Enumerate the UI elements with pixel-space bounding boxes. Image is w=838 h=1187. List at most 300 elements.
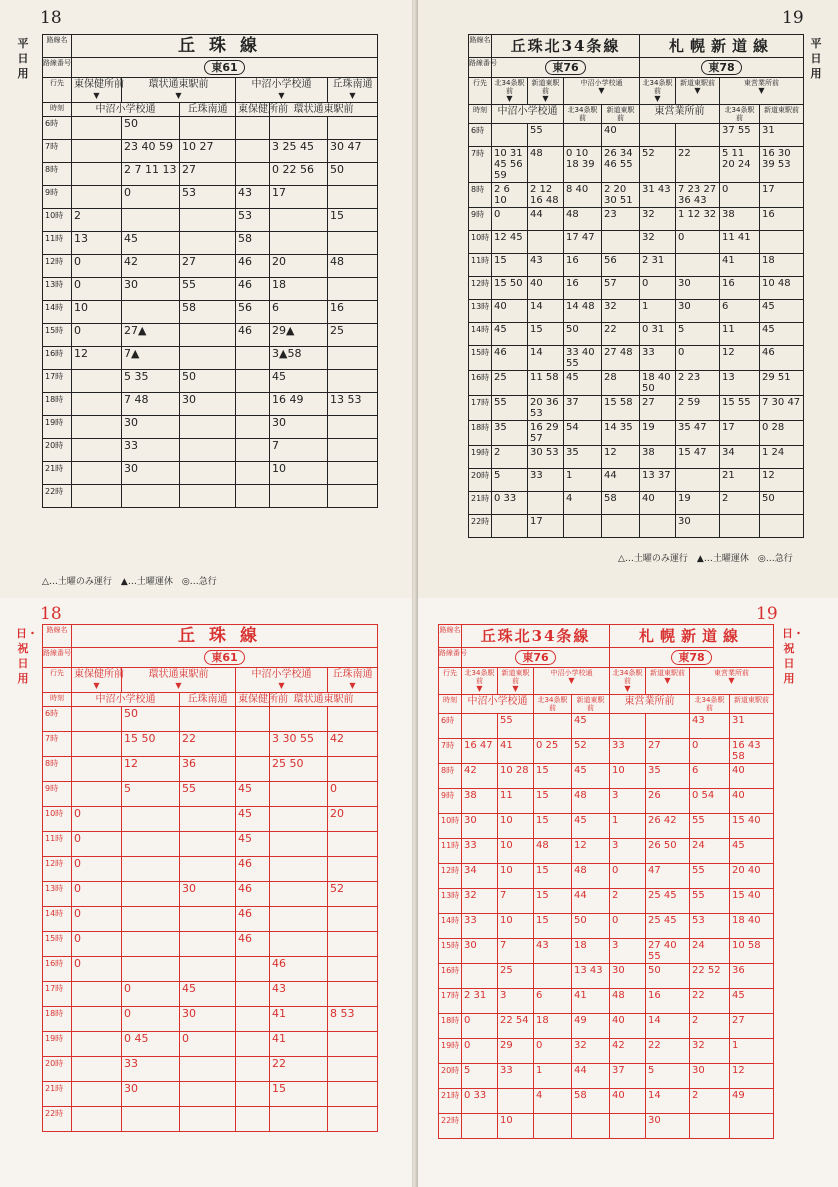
time-cell: 44 [571,1064,609,1088]
table-row [43,1056,377,1081]
table-row [43,139,377,162]
time-cell: 29 51 [759,371,803,395]
time-cell [269,117,327,139]
time-cell: 0 [675,346,719,370]
time-cell: 18 [571,939,609,963]
time-cell: 14 [527,300,563,322]
time-cell: 13 [719,371,759,395]
time-cell [235,393,269,415]
time-cell [179,416,235,438]
time-cell [235,1082,269,1106]
time-cell: 0 [71,255,121,277]
time-cell: 27 [179,255,235,277]
time-cell: 40 [527,277,563,299]
time-cell [71,1007,121,1031]
direction-top [527,78,563,104]
time-cell: 16 [645,989,689,1013]
page-weekday-18 [0,0,412,598]
table-row [469,322,803,345]
time-cell: 19 [675,492,719,514]
table-row [439,788,773,813]
time-cell [235,757,269,781]
time-cell: 13 43 [571,964,609,988]
time-cell [179,324,235,346]
hour-cell: 19時 [45,1034,64,1043]
time-cell: 15 [533,789,571,813]
table-row [439,1038,773,1063]
table-row [43,231,377,254]
time-cell: 15 [491,254,527,276]
time-cell [269,907,327,931]
time-cell [269,882,327,906]
time-cell [327,982,377,1006]
time-cell: 15 50 [121,732,179,756]
time-cell: 0 [639,277,675,299]
time-cell: 50 [563,323,601,345]
time-cell [121,301,179,323]
time-cell: 46 [235,278,269,300]
time-cell: 50 [571,914,609,938]
table-row [469,491,803,514]
table-row [43,185,377,208]
time-cell: 45 [759,300,803,322]
time-cell: 45 [571,814,609,838]
time-cell [235,732,269,756]
direction-top [235,668,327,692]
time-cell: 26 34 46 55 [601,147,639,182]
time-cell [327,370,377,392]
time-cell: 2 20 30 51 [601,183,639,207]
time-cell [235,347,269,369]
time-cell [269,485,327,507]
direction-arrow-icon: ▼ [175,91,182,100]
time-cell: 55 [491,396,527,420]
time-cell: 50 [645,964,689,988]
time-cell: 45 [563,371,601,395]
time-cell: 0 33 [461,1089,497,1113]
time-cell [571,1114,609,1138]
direction-bottom: 新道東駅前 [759,105,803,123]
time-cell: 46 [235,857,269,881]
time-cell: 32 [639,208,675,230]
time-cell: 20 40 [729,864,773,888]
time-cell [675,254,719,276]
time-cell: 46 [235,255,269,277]
time-cell: 36 [179,757,235,781]
direction-bottom: 北34条駅前 [689,695,729,713]
time-cell: 22 52 [689,964,729,988]
time-cell: 16 [759,208,803,230]
time-cell: 30 [675,277,719,299]
time-cell: 26 50 [645,839,689,863]
table-row [439,1088,773,1113]
time-cell [179,807,235,831]
direction-top-name: 環状通東駅前 [148,669,209,680]
time-cell: 11 41 [719,231,759,253]
direction-bottom: 東営業所前 [639,105,719,123]
time-cell: 40 [601,124,639,146]
hour-cell: 14時 [471,325,490,334]
time-cell [601,515,639,537]
time-cell: 11 [719,323,759,345]
time-cell: 16 29 57 [527,421,563,445]
hour-cell: 11時 [471,256,490,265]
time-cell [269,232,327,254]
time-cell: 22 [645,1039,689,1063]
time-cell: 6 [533,989,571,1013]
direction-top-row [439,667,773,694]
time-cell: 10 31 45 56 59 [491,147,527,182]
time-cell: 2 [609,889,645,913]
route-badge-b: 東78 [671,650,711,665]
header-row [469,35,803,57]
table-row [469,345,803,370]
table-row [43,906,377,931]
time-cell [689,1114,729,1138]
time-cell [121,857,179,881]
time-cell: 16 49 [269,393,327,415]
time-cell: 4 [563,492,601,514]
table-row [469,123,803,146]
time-cell: 18 40 [729,914,773,938]
route-number-label: 路線番号 [439,649,467,657]
time-cell [71,782,121,806]
table-row [43,1031,377,1056]
line-name-b: 札幌新道線 [639,35,803,57]
time-cell [71,1107,121,1131]
time-cell: 17 [759,183,803,207]
time-cell [71,393,121,415]
hour-cell: 17時 [45,984,64,993]
table-row [43,461,377,484]
time-cell [71,462,121,484]
time-cell: 0 [689,739,729,763]
route-badge-b: 東78 [701,60,741,75]
time-cell: 44 [571,889,609,913]
time-cell: 42 [121,255,179,277]
time-cell: 25 [327,324,377,346]
time-cell: 10 [497,814,533,838]
time-cell [235,1007,269,1031]
time-cell: 25 45 [645,889,689,913]
time-cell: 38 [719,208,759,230]
table-row [43,116,377,139]
direction-top [121,78,235,102]
route-cell-a [491,58,639,77]
time-cell: 0 [121,982,179,1006]
time-cell: 30 [121,278,179,300]
time-cell: 34 [719,446,759,468]
hour-cell: 19時 [441,1041,460,1050]
time-cell: 41 [497,739,533,763]
time-cell: 29 [497,1039,533,1063]
hour-cell: 16時 [45,349,64,358]
time-cell: 50 [179,370,235,392]
direction-top-row [43,77,377,102]
time-cell [527,231,563,253]
time-cell: 29▲ [269,324,327,346]
line-name-a: 丘珠北34条線 [461,625,609,647]
time-cell [121,209,179,231]
route-number-label: 路線番号 [43,59,71,67]
time-cell: 10 28 [497,764,533,788]
time-cell [71,982,121,1006]
time-cell: 0 [121,186,179,208]
legend: △…土曜のみ運行 ▲…土曜運休 ◎…急行 [42,577,217,587]
time-cell: 0 [327,782,377,806]
time-cell: 7 [497,939,533,963]
time-cell: 15 [533,814,571,838]
time-cell: 10 [71,301,121,323]
table-row [43,806,377,831]
time-cell [235,370,269,392]
hour-cell: 22時 [45,487,64,496]
time-cell [327,1082,377,1106]
direction-arrow-icon: ▼ [175,681,182,690]
route-cell [71,58,377,77]
time-cell: 46 [235,907,269,931]
time-cell: 10 48 [759,277,803,299]
time-cell: 46 [235,932,269,956]
direction-top [327,78,377,102]
time-cell: 1 [729,1039,773,1063]
time-cell: 3 30 55 [269,732,327,756]
time-cell: 48 [609,989,645,1013]
time-cell: 58 [235,232,269,254]
direction-top [675,78,719,104]
time-cell: 40 [729,764,773,788]
time-cell [179,707,235,731]
time-cell: 16 [719,277,759,299]
hour-cell: 11時 [441,841,460,850]
time-cell: 2 [689,1089,729,1113]
time-cell: 55 [527,124,563,146]
time-cell [327,1032,377,1056]
time-cell: 6 [689,764,729,788]
time-cell [269,707,327,731]
direction-arrow-icon: ▼ [694,86,701,95]
direction-arrow-icon: ▼ [728,676,735,685]
time-cell: 10 58 [729,939,773,963]
time-cell: 56 [235,301,269,323]
time-cell: 22 [179,732,235,756]
table-row [469,420,803,445]
line-name-title: 丘珠線 [71,35,377,57]
direction-top-name: 北34条駅前 [642,79,673,95]
direction-top-name: 環状通東駅前 [148,79,209,90]
hour-cell: 22時 [441,1116,460,1125]
direction-bottom-row [43,692,377,706]
table-row [439,738,773,763]
table-row [469,207,803,230]
time-cell: 15 [527,323,563,345]
time-cell: 17 [719,421,759,445]
time-cell: 12 [121,757,179,781]
table-row [469,182,803,207]
time-cell: 48 [563,208,601,230]
time-cell: 18 [759,254,803,276]
table-row [469,445,803,468]
time-cell: 43 [533,939,571,963]
time-cell: 15 40 [729,814,773,838]
time-cell [235,439,269,461]
time-cell: 48 [571,864,609,888]
direction-arrow-icon: ▼ [598,86,605,95]
time-cell [491,124,527,146]
time-cell: 15 [327,209,377,231]
time-cell: 22 [675,147,719,182]
direction-top-name: 中沼小学校通 [580,79,623,87]
hour-cell: 13時 [45,884,64,893]
hour-cell: 16時 [471,373,490,382]
direction-top-name: 北34条駅前 [494,79,525,95]
time-cell [235,117,269,139]
route-badge: 東61 [204,650,244,665]
time-cell [179,347,235,369]
direction-bottom: 中沼小学校通 [71,103,179,116]
time-cell: 3 [609,839,645,863]
time-cell: 55 [497,714,533,738]
direction-arrow-icon: ▼ [542,94,549,103]
time-cell: 12 [571,839,609,863]
time-cell: 45 [235,807,269,831]
table-row [469,370,803,395]
legend: △…土曜のみ運行 ▲…土曜運休 ◎…急行 [618,554,793,564]
time-cell: 27 40 55 [645,939,689,963]
hour-cell: 12時 [471,279,490,288]
hour-cell: 10時 [471,233,490,242]
direction-top-name: 新道東駅前 [531,79,560,95]
time-cell: 0 [71,882,121,906]
time-cell: 25 [497,964,533,988]
time-cell: 30 [179,1007,235,1031]
time-cell: 17 [527,515,563,537]
table-row [43,484,377,507]
table-row [43,277,377,300]
time-cell: 10 [497,1114,533,1138]
time-cell: 33 [121,439,179,461]
time-cell: 48 [327,255,377,277]
time-cell: 3▲58 [269,347,327,369]
time-cell: 19 [639,421,675,445]
time-cell: 50 [327,163,377,185]
direction-top-name: 東保健所前 [74,79,124,90]
time-cell: 26 42 [645,814,689,838]
time-cell [729,1114,773,1138]
time-cell: 0 [71,857,121,881]
route-cell-a [461,648,609,667]
time-cell [327,416,377,438]
time-cell: 45 [759,323,803,345]
time-cell: 32 [601,300,639,322]
time-cell [235,485,269,507]
route-badge-a: 東76 [515,650,555,665]
time-label: 時刻 [473,106,487,114]
direction-arrow-icon: ▼ [278,681,285,690]
direction-top-name: 東保健所前 [74,669,124,680]
table-row [43,369,377,392]
time-cell [179,439,235,461]
time-cell: 10 [497,839,533,863]
time-cell: 35 [491,421,527,445]
time-cell: 23 [601,208,639,230]
route-number-label: 路線番号 [469,59,497,67]
time-cell [563,515,601,537]
table-row [43,731,377,756]
table-row [43,931,377,956]
route-row [439,647,773,667]
time-cell [71,416,121,438]
time-cell: 45 [235,782,269,806]
direction-top [71,668,124,692]
hour-cell: 16時 [45,959,64,968]
time-cell: 46 [759,346,803,370]
time-cell: 3 [497,989,533,1013]
time-cell: 48 [527,147,563,182]
direction-bottom: 北34条駅前 [563,105,601,123]
time-cell: 30 [609,964,645,988]
time-cell: 48 [533,839,571,863]
time-cell: 23 40 59 [121,140,179,162]
time-cell: 56 [601,254,639,276]
direction-arrow-icon: ▼ [506,94,513,103]
time-cell [121,907,179,931]
time-cell: 2 31 [461,989,497,1013]
time-cell: 42 [327,732,377,756]
time-cell [71,117,121,139]
table-row [43,831,377,856]
time-cell: 46 [235,324,269,346]
time-cell: 42 [609,1039,645,1063]
direction-bottom-row [439,694,773,713]
direction-top [497,668,533,694]
time-cell: 14 [645,1089,689,1113]
time-cell: 10 [497,914,533,938]
hour-cell: 21時 [45,464,64,473]
time-cell: 58 [571,1089,609,1113]
time-cell [179,117,235,139]
time-cell: 30 [121,462,179,484]
time-cell: 0 [71,278,121,300]
direction-top [645,668,689,694]
time-label: 時刻 [50,104,64,112]
table-row [43,756,377,781]
time-cell [179,932,235,956]
time-cell: 11 [497,789,533,813]
time-cell: 3 [609,789,645,813]
line-name-label: 路線名 [46,36,68,44]
direction-top [491,78,527,104]
time-cell [71,707,121,731]
page-number: 18 [40,604,62,624]
hour-cell: 18時 [441,1016,460,1025]
time-cell: 27▲ [121,324,179,346]
time-cell: 5 35 [121,370,179,392]
direction-arrow-icon: ▼ [93,681,100,690]
time-cell: 24 [689,839,729,863]
direction-bottom-row [469,104,803,123]
hour-cell: 17時 [45,372,64,381]
time-cell [327,485,377,507]
time-cell [759,515,803,537]
time-cell [179,832,235,856]
time-cell [497,1089,533,1113]
table-row [43,781,377,806]
time-cell: 45 [729,839,773,863]
time-cell [269,209,327,231]
direction-top-name: 丘珠南通 [332,669,373,680]
table-row [43,208,377,231]
